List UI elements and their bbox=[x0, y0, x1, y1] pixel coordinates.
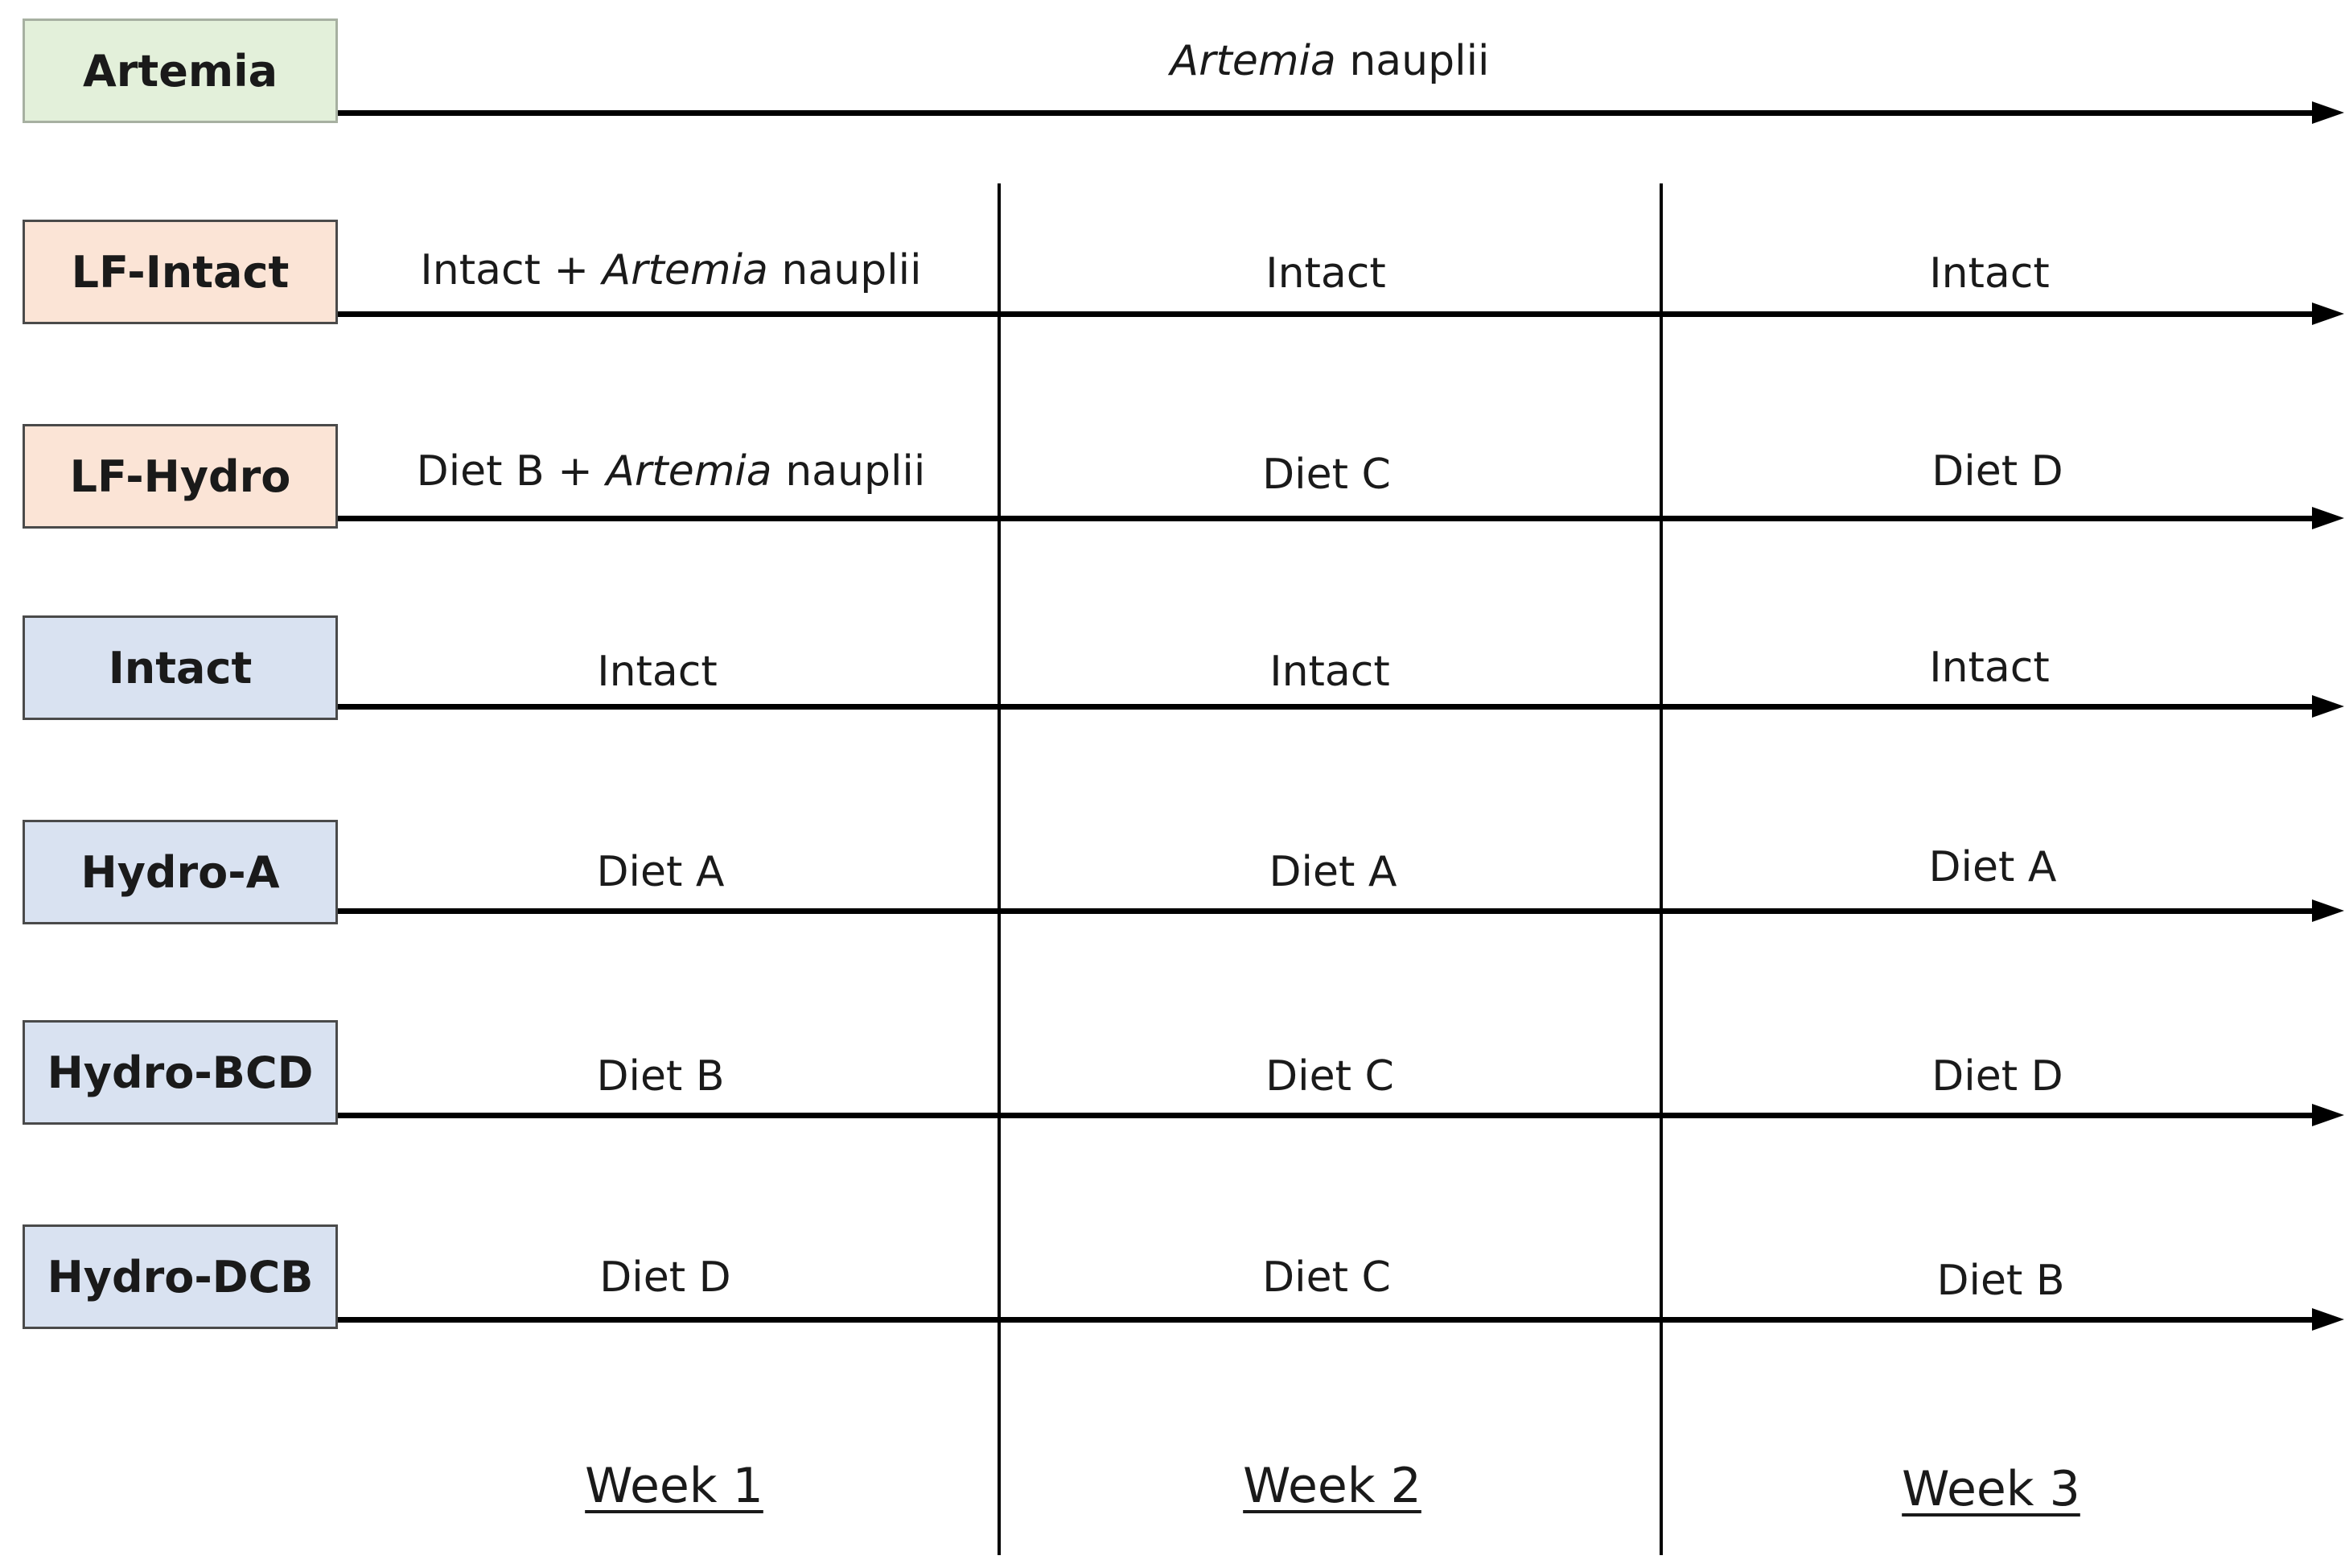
group-box-hydro-bcd bbox=[23, 1020, 338, 1125]
feeding-label-intact-week1: Intact bbox=[597, 648, 718, 696]
feeding-label-hydro-a-week3: Diet A bbox=[1928, 843, 2057, 891]
arrowhead bbox=[2312, 899, 2344, 922]
group-label-intact: Intact bbox=[108, 642, 253, 693]
group-box-lf-hydro bbox=[23, 424, 338, 529]
feeding-label-hydro-a-week2: Diet A bbox=[1269, 848, 1397, 896]
group-box-hydro-dcb bbox=[23, 1224, 338, 1329]
group-label-hydro-bcd: Hydro-BCD bbox=[47, 1047, 314, 1098]
group-box-intact bbox=[23, 615, 338, 720]
feeding-label-hydro-dcb-week2: Diet C bbox=[1262, 1253, 1391, 1302]
timeline-arrow-lf-intact bbox=[338, 311, 2315, 317]
feeding-label-artemia: Artemia nauplii bbox=[1170, 37, 1490, 85]
feeding-label-hydro-a-week1: Diet A bbox=[596, 848, 725, 896]
group-label-hydro-dcb: Hydro-DCB bbox=[47, 1251, 314, 1303]
feeding-label-hydro-dcb-week3: Diet B bbox=[1936, 1257, 2065, 1305]
week-label-3: Week 3 bbox=[1902, 1461, 2080, 1517]
group-label-artemia: Artemia bbox=[82, 45, 278, 97]
timeline-arrow-artemia bbox=[338, 110, 2315, 116]
group-box-hydro-a bbox=[23, 820, 338, 924]
feeding-label-lf-hydro-week3: Diet D bbox=[1931, 447, 2063, 496]
timeline-arrow-lf-hydro bbox=[338, 516, 2315, 521]
week-label-2: Week 2 bbox=[1243, 1458, 1421, 1514]
timeline-arrow-intact bbox=[338, 704, 2315, 710]
feeding-label-lf-intact-week3: Intact bbox=[1929, 249, 2050, 298]
feeding-label-lf-intact-week1: Intact + Artemia nauplii bbox=[420, 246, 922, 294]
arrowhead bbox=[2312, 101, 2344, 124]
feeding-label-hydro-bcd-week3: Diet D bbox=[1931, 1052, 2063, 1101]
group-label-hydro-a: Hydro-A bbox=[80, 846, 280, 898]
feeding-label-hydro-bcd-week1: Diet B bbox=[596, 1052, 725, 1101]
timeline-arrow-hydro-bcd bbox=[338, 1113, 2315, 1118]
feeding-label-lf-hydro-week1: Diet B + Artemia nauplii bbox=[416, 447, 926, 496]
week-label-1: Week 1 bbox=[585, 1458, 763, 1514]
feeding-label-lf-hydro-week2: Diet C bbox=[1262, 451, 1391, 499]
group-label-lf-hydro: LF-Hydro bbox=[69, 451, 291, 502]
arrowhead bbox=[2312, 1308, 2344, 1331]
group-label-lf-intact: LF-Intact bbox=[71, 246, 290, 298]
arrowhead bbox=[2312, 695, 2344, 718]
arrowhead bbox=[2312, 507, 2344, 529]
arrowhead bbox=[2312, 1104, 2344, 1126]
week-divider-2-3 bbox=[1660, 183, 1663, 1555]
feeding-label-hydro-dcb-week1: Diet D bbox=[599, 1253, 731, 1302]
feeding-label-intact-week3: Intact bbox=[1929, 644, 2050, 692]
arrowhead bbox=[2312, 302, 2344, 325]
feeding-label-lf-intact-week2: Intact bbox=[1265, 249, 1386, 298]
group-box-artemia bbox=[23, 19, 338, 123]
timeline-arrow-hydro-a bbox=[338, 908, 2315, 914]
group-box-lf-intact bbox=[23, 220, 338, 324]
feeding-label-hydro-bcd-week2: Diet C bbox=[1265, 1052, 1394, 1101]
timeline-arrow-hydro-dcb bbox=[338, 1317, 2315, 1323]
week-divider-1-2 bbox=[998, 183, 1001, 1555]
feeding-label-intact-week2: Intact bbox=[1269, 648, 1390, 696]
